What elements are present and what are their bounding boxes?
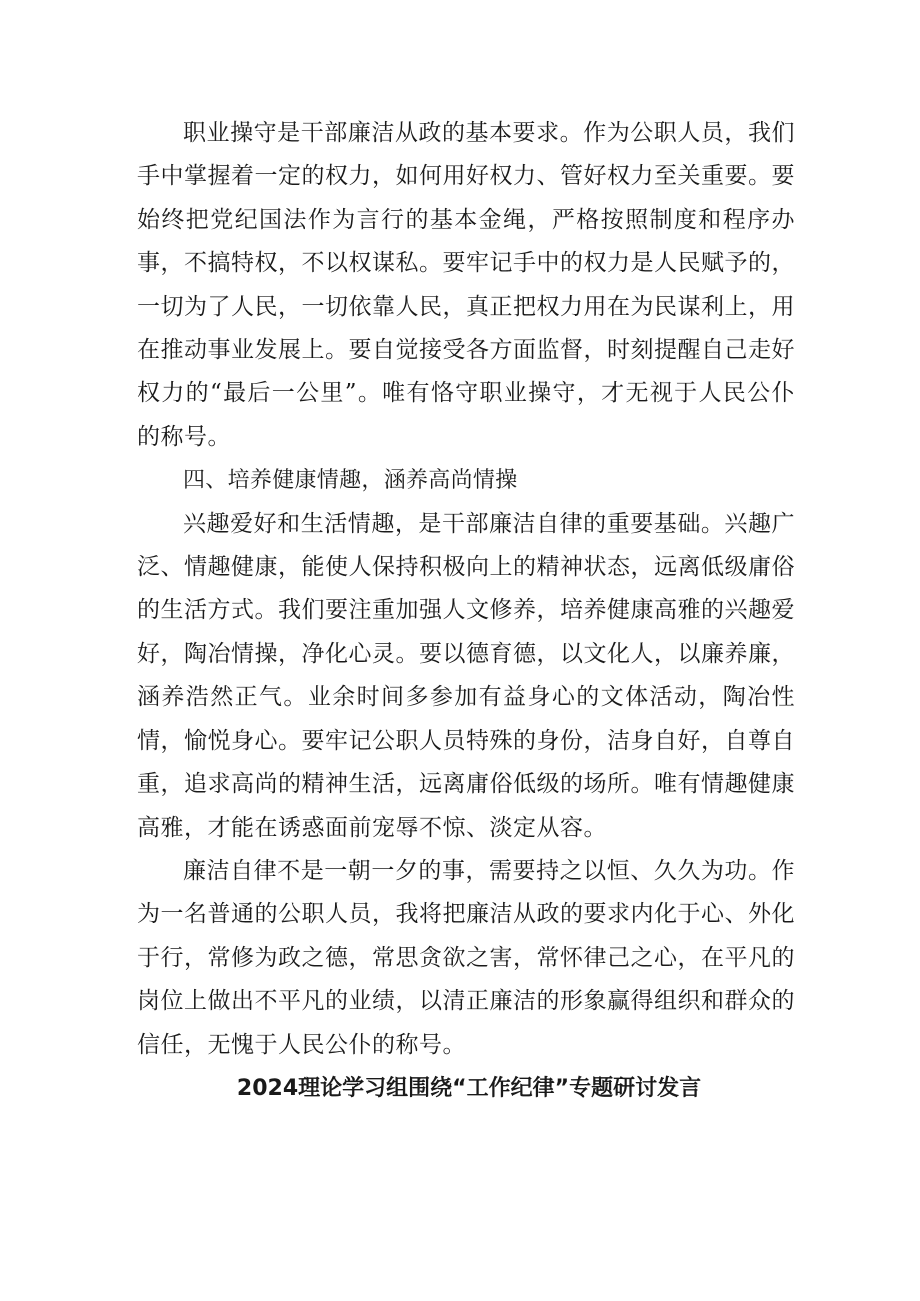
section-heading-four: 四、培养健康情趣，涵养高尚情操 (183, 468, 518, 494)
paragraph-healthy-interests: 兴趣爱好和生活情趣，是干部廉洁自律的重要基础。兴趣广泛、情趣健康，能使人保持积极向上的精神状态，远离低级庸俗的生活方式。我们要注重加强人文修养，培养健康高雅的兴趣爱好，陶冶情操，净化心灵。要以德育德，以文化人，以廉养廉，涵养浩然正气。业余时间多参加有益身心的文体活动，陶冶性情，愉悦身心。要牢记公职人员特殊的身份，洁身自好，自尊自重，追求高尚的精神生活，远离庸俗低级的场所。唯有情趣健康高雅，才能在诱惑面前宠辱不惊、淡定从容。 (137, 510, 795, 841)
next-document-title: 2024理论学习组围绕“工作纪律”专题研讨发言 (236, 1075, 702, 1101)
document-body (137, 112, 795, 1110)
paragraph-conclusion: 廉洁自律不是一朝一夕的事，需要持之以恒、久久为功。作为一名普通的公职人员，我将把廉洁从政的要求内化于心、外化于行，常修为政之德，常思贪欲之害，常怀律己之心，在平凡的岗位上做出不平凡的业绩，以清正廉洁的形象赢得组织和群众的信任，无愧于人民公仆的称号。 (137, 857, 795, 1058)
paragraph-professional-ethics: 职业操守是干部廉洁从政的基本要求。作为公职人员，我们手中掌握着一定的权力，如何用好权力、管好权力至关重要。要始终把党纪国法作为言行的基本金绳，严格按照制度和程序办事，不搞特权，不以权谋私。要牢记手中的权力是人民赋予的，一切为了人民，一切依靠人民，真正把权力用在为民谋利上，用在推动事业发展上。要自觉接受各方面监督，时刻提醒自己走好权力的“最后一公里”。唯有恪守职业操守，才无视于人民公仆的称号。 (137, 120, 795, 450)
